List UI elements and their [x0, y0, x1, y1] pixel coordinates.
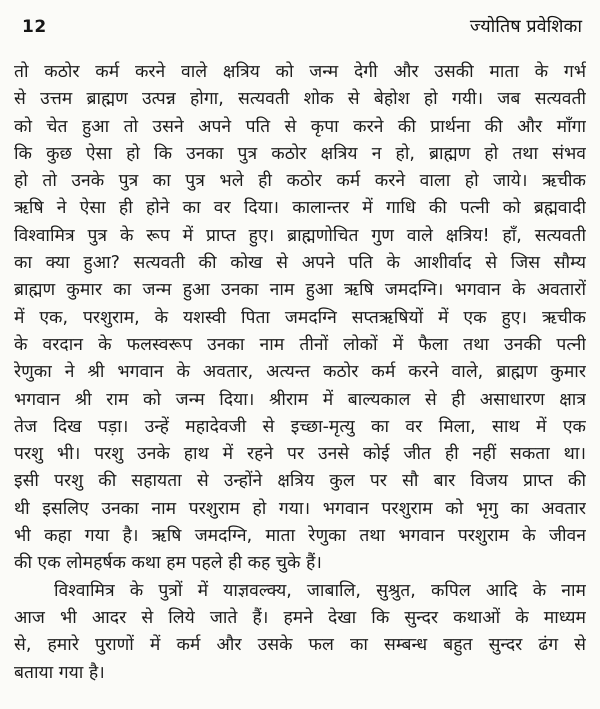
text-line: कि कुछ ऐसा हो कि उनका पुत्र कठोर क्षत्रिय न हो, ब्राह्मण हो तथा संभव [14, 143, 586, 164]
page-number: 12 [22, 17, 47, 37]
text-line: हो तो उनके पुत्र का पुत्र भले ही कठोर कर्म करने वाला हो जाये। ऋचीक [14, 171, 586, 192]
text-line: में एक, परशुराम, के यशस्वी पिता जमदग्नि सप्तऋषियों में एक हुए। ऋचीक [14, 307, 586, 328]
text-line: ब्राह्मण कुमार का जन्म हुआ उनका नाम हुआ ऋषि जमदग्नि। भगवान के अवतारों [14, 280, 586, 301]
text-line: रेणुका ने श्री भगवान के अवतार, अत्यन्त कठोर कर्म करने वाले, ब्राह्मण कुमार [14, 362, 586, 383]
text-line: विश्वामित्र पुत्र के रूप में प्राप्त हुए। ब्राह्मणोचित गुण वाले क्षत्रिय! हाँ, सत्यवती [14, 225, 586, 246]
text-line: थी इसलिए उनका नाम परशुराम हो गया। भगवान परशुराम को भृगु का अवतार [14, 498, 586, 519]
text-line: के वरदान के फलस्वरूप उनका नाम तीनों लोकों में फैला तथा उनकी पत्नी [14, 334, 586, 355]
text-line: आज भी आदर से लिये जाते हैं। हमने देखा कि सुन्दर कथाओं के माध्यम [14, 607, 586, 628]
text-line: भी कहा गया है। ऋषि जमदग्नि, माता रेणुका तथा भगवान परशुराम के जीवन [14, 526, 586, 547]
text-line: इसी परशु की सहायता से उन्होंने क्षत्रिय कुल पर सौ बार विजय प्राप्त की [14, 471, 586, 492]
paragraph [14, 578, 586, 687]
text-line: परशु भी। परशु उनके हाथ में रहने पर उनसे कोई जीत ही नहीं सकता था। [14, 444, 586, 465]
text-line: ऋषि ने ऐसा ही होने का वर दिया। कालान्तर में गाधि की पत्नी को ब्रह्मवादी [14, 198, 586, 219]
text-line: भगवान श्री राम को जन्म दिया। श्रीराम में बाल्यकाल से ही असाधारण क्षात्र [14, 389, 586, 410]
text-line: को चेत हुआ तो उसने अपने पति से कृपा करने की प्रार्थना की और माँगा [14, 116, 586, 137]
text-line: तेज दिख पड़ा। उन्हें महादेवजी से इच्छा-मृत्यु का वर मिला, साथ में एक [14, 416, 586, 437]
text-line: से उत्तम ब्राह्मण उत्पन्न होगा, सत्यवती शोक से बेहोश हो गयी। जब सत्यवती [14, 89, 586, 110]
page-body [12, 59, 588, 687]
text-line: से, हमारे पुराणों में कर्म और उसके फल का सम्बन्ध बहुत सुन्दर ढंग से [14, 635, 586, 656]
text-line: का क्या हुआ? सत्यवती की कोख से अपने पति के आशीर्वाद से जिस सौम्य [14, 253, 586, 274]
text-line: विश्वामित्र के पुत्रों में याज्ञवल्क्य, जाबालि, सुश्रुत, कपिल आदि के नाम [54, 580, 586, 601]
text-line: तो कठोर कर्म करने वाले क्षत्रिय को जन्म देगी और उसकी माता के गर्भ [14, 62, 586, 82]
text-line: की एक लोमहर्षक कथा हम पहले ही कह चुके हैं। [14, 553, 322, 574]
page-header [12, 14, 588, 38]
page-header-title: ज्योतिष प्रवेशिका [469, 16, 582, 37]
text-line: बताया गया है। [14, 662, 105, 683]
paragraph [14, 59, 586, 578]
